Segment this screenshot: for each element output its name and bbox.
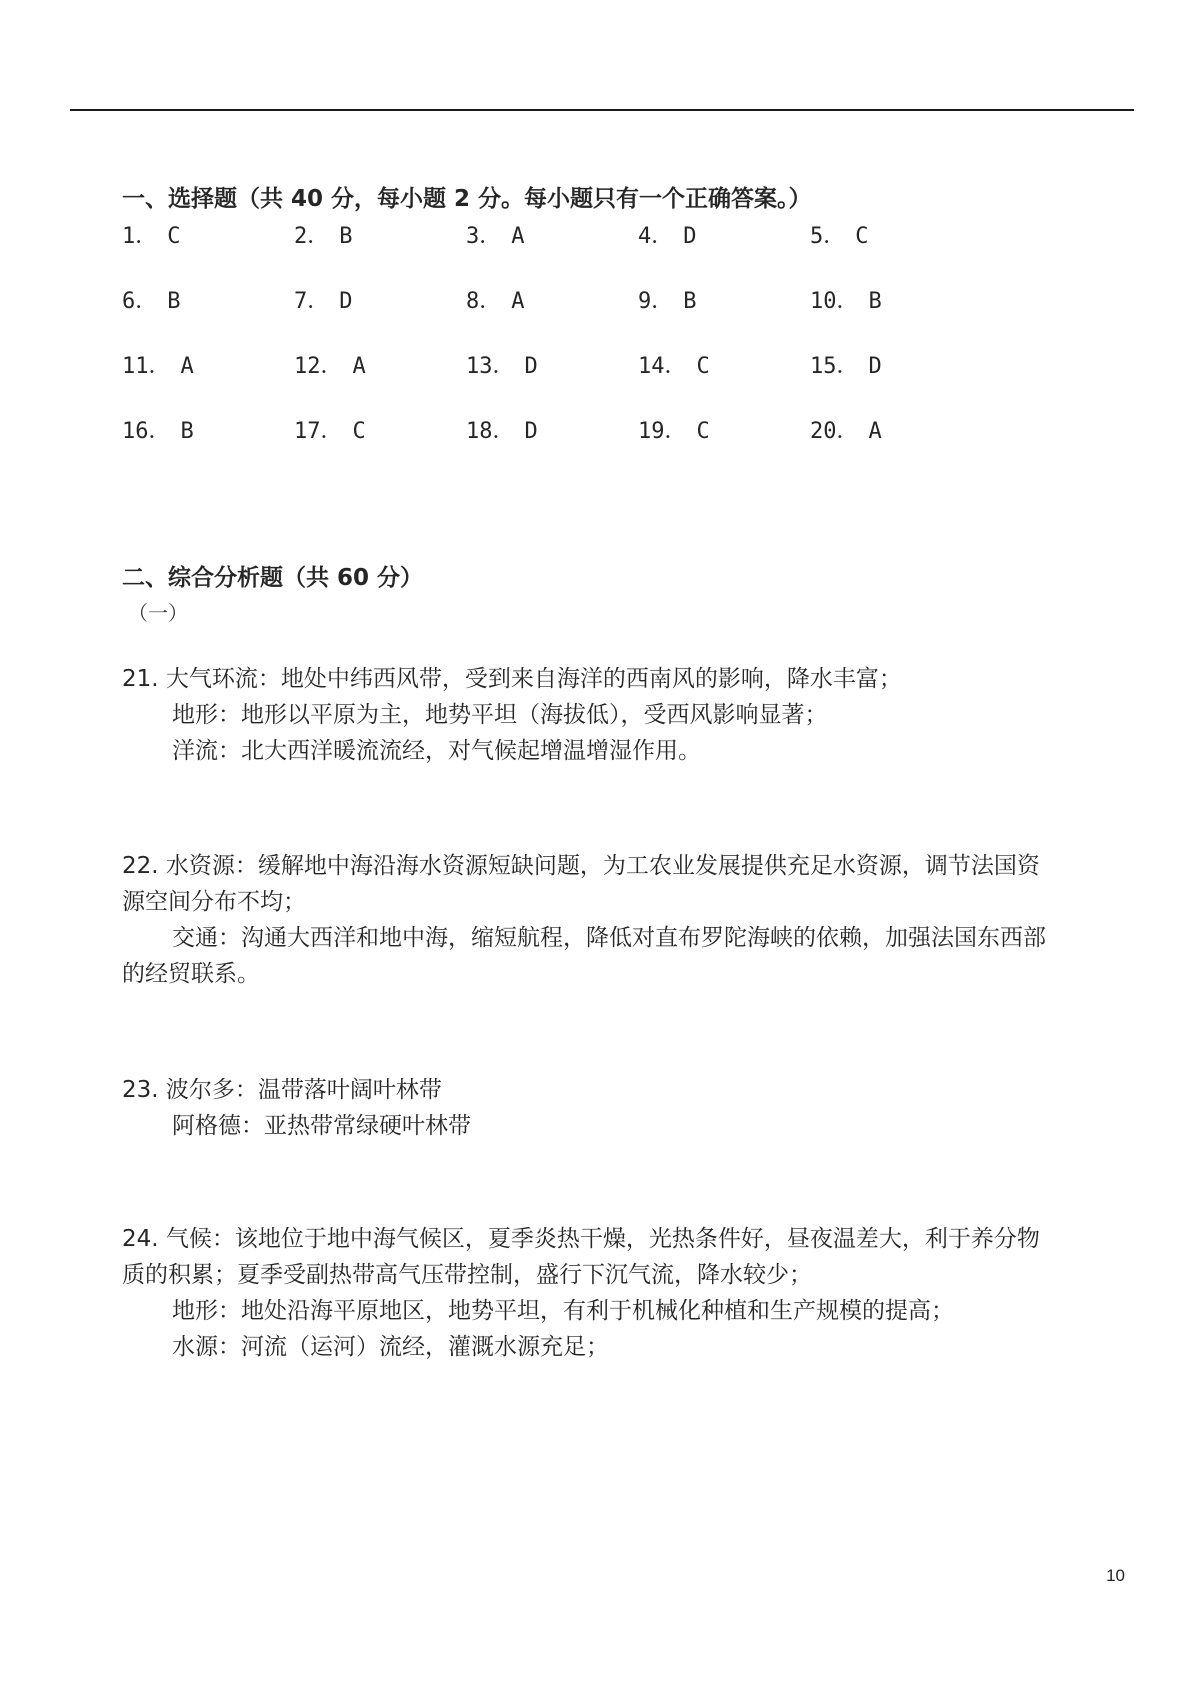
mc-answer-letter: C [855, 224, 869, 249]
mc-answer [294, 413, 466, 451]
mc-answer [466, 283, 638, 321]
answer-line: 地形：地处沿海平原地区，地势平坦，有利于机械化种植和生产规模的提高； [172, 1298, 954, 1324]
mc-answer-letter: A [180, 354, 194, 379]
answer-line: 气候：该地位于地中海气候区，夏季炎热干燥，光热条件好，昼夜温差大，利于养分物 [165, 1226, 1040, 1252]
mc-answer-letter: D [524, 419, 538, 444]
section1-title: 一、选择题（共 40 分，每小题 2 分。每小题只有一个正确答案。） [122, 186, 812, 212]
mc-answer [294, 283, 466, 321]
answer-line: 交通：沟通大西洋和地中海，缩短航程，降低对直布罗陀海峡的依赖，加强法国东西部 [172, 925, 1046, 951]
mc-answer-number: 18． [466, 419, 515, 444]
mc-answer-number: 6． [122, 289, 158, 314]
mc-answer-number: 1． [122, 224, 158, 249]
mc-answer-letter: A [511, 289, 525, 314]
answer-line: 大气环流：地处中纬西风带，受到来自海洋的西南风的影响，降水丰富； [165, 666, 902, 692]
question-number: 24. [122, 1226, 159, 1252]
answer-line: 洋流：北大西洋暖流流经，对气候起增温增湿作用。 [172, 738, 701, 764]
mc-answer [810, 413, 982, 451]
mc-answer [122, 218, 294, 256]
answer-line: 的经贸联系。 [122, 961, 260, 987]
section2 [122, 559, 1142, 1365]
mc-answer-letter: B [868, 289, 882, 314]
mc-answer-letter: A [511, 224, 525, 249]
mc-answer-grid [122, 218, 1142, 451]
mc-answer-number: 10． [810, 289, 859, 314]
answer-line: 波尔多：温带落叶阔叶林带 [165, 1077, 442, 1103]
mc-answer-letter: B [339, 224, 353, 249]
mc-answer-letter: A [352, 354, 366, 379]
page-number: 10 [1106, 1566, 1125, 1585]
question-21 [122, 661, 1142, 769]
mc-answer [638, 413, 810, 451]
header-rule [70, 109, 1134, 111]
mc-answer-number: 11． [122, 354, 171, 379]
mc-answer-letter: C [167, 224, 181, 249]
mc-answer [466, 413, 638, 451]
mc-answer-number: 2． [294, 224, 330, 249]
question-number: 21. [122, 666, 159, 692]
mc-answer-number: 14． [638, 354, 687, 379]
mc-answer-number: 5． [810, 224, 846, 249]
mc-answer-number: 8． [466, 289, 502, 314]
mc-answer [466, 348, 638, 386]
mc-answer-letter: D [683, 224, 697, 249]
mc-answer [122, 283, 294, 321]
question-number: 22. [122, 853, 159, 879]
section2-title: 二、综合分析题（共 60 分） [122, 565, 424, 591]
mc-answer-letter: D [868, 354, 882, 379]
mc-answer-letter: D [524, 354, 538, 379]
mc-answer [810, 218, 982, 256]
mc-answer [810, 283, 982, 321]
mc-answer-number: 20． [810, 419, 859, 444]
answer-line: 水资源：缓解地中海沿海水资源短缺问题，为工农业发展提供充足水资源，调节法国资 [165, 853, 1040, 879]
mc-answer-letter: B [683, 289, 697, 314]
mc-answer-number: 16． [122, 419, 171, 444]
mc-answer [294, 218, 466, 256]
question-22 [122, 848, 1142, 992]
mc-answer-letter: B [180, 419, 194, 444]
mc-answer-number: 9． [638, 289, 674, 314]
mc-answer [122, 348, 294, 386]
section2-subheading: （一） [128, 601, 188, 625]
mc-answer [294, 348, 466, 386]
mc-answer-number: 19． [638, 419, 687, 444]
mc-answer-number: 17． [294, 419, 343, 444]
answer-line: 源空间分布不均； [122, 889, 306, 915]
mc-answer [122, 413, 294, 451]
mc-answer-letter: C [696, 419, 710, 444]
mc-answer [638, 283, 810, 321]
mc-answer-number: 12． [294, 354, 343, 379]
answer-line: 地形：地形以平原为主，地势平坦（海拔低），受西风影响显著； [172, 702, 828, 728]
answer-key [122, 180, 1142, 1365]
answer-line: 质的积累；夏季受副热带高气压带控制，盛行下沉气流，降水较少； [122, 1262, 812, 1288]
answer-line: 水源：河流（运河）流经，灌溉水源充足； [172, 1334, 609, 1360]
mc-answer [638, 218, 810, 256]
mc-answer-letter: A [868, 419, 882, 444]
mc-answer-letter: C [696, 354, 710, 379]
mc-answer-letter: B [167, 289, 181, 314]
mc-answer-number: 15． [810, 354, 859, 379]
mc-answer [810, 348, 982, 386]
mc-answer-letter: D [339, 289, 353, 314]
mc-answer-letter: C [352, 419, 366, 444]
mc-answer-number: 13． [466, 354, 515, 379]
mc-answer-number: 7． [294, 289, 330, 314]
question-24 [122, 1221, 1142, 1365]
question-number: 23. [122, 1077, 159, 1103]
question-23 [122, 1072, 1142, 1144]
mc-answer-number: 4． [638, 224, 674, 249]
mc-answer [638, 348, 810, 386]
answer-line: 阿格德：亚热带常绿硬叶林带 [172, 1113, 471, 1139]
mc-answer [466, 218, 638, 256]
mc-answer-number: 3． [466, 224, 502, 249]
